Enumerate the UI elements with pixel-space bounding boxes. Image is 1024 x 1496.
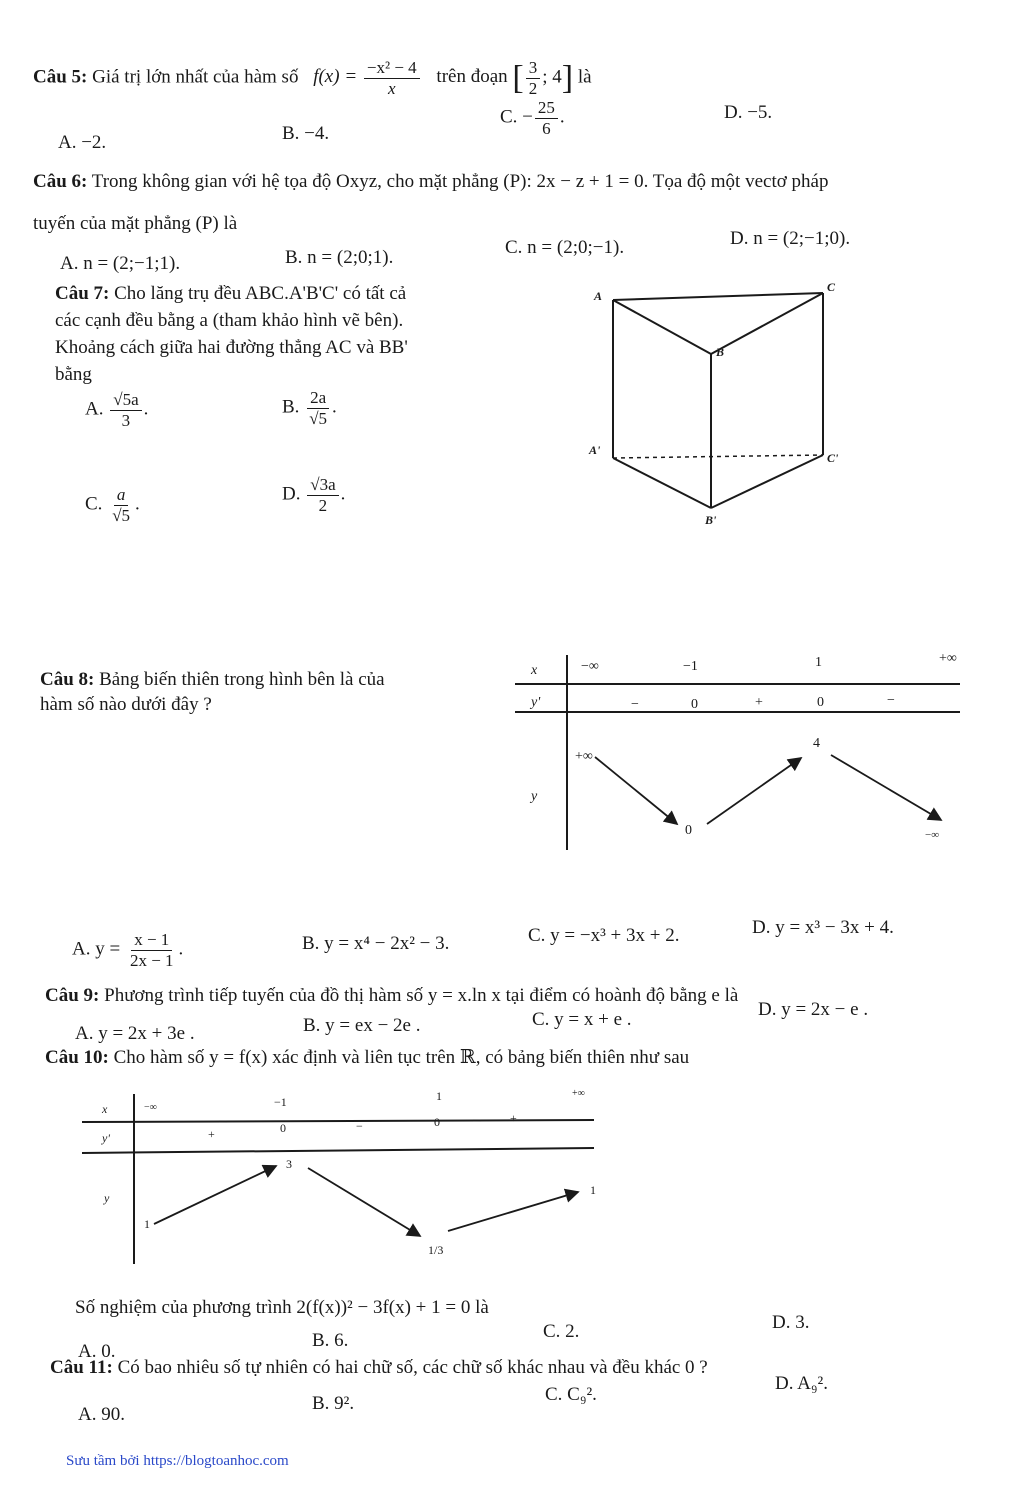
q5-text3: là <box>577 66 592 88</box>
q7-d-num: √3a <box>307 475 338 496</box>
q7-c-den: √5 <box>112 505 131 525</box>
q8-yp-label: y' <box>531 695 541 710</box>
q7-d-fraction <box>307 475 338 515</box>
prism-label-b: B <box>716 345 725 359</box>
q8-y-value-1: +∞ <box>575 749 593 764</box>
q9-option-c: C. y = x + e . <box>532 1009 632 1030</box>
prism-label-a: A <box>594 289 603 303</box>
prism-label-b1: B' <box>705 513 717 527</box>
q10-y-label: y <box>104 1191 110 1205</box>
q9-option-a: A. y = 2x + 3e . <box>75 1023 195 1044</box>
q10-question: Số nghiệm của phương trình 2(f(x))² − 3f(x) + 1 = 0 là <box>75 1297 489 1318</box>
q7-stem-line4: bằng <box>55 364 92 385</box>
q8-a-num: x − 1 <box>131 930 172 951</box>
q6-stem-line1 <box>33 172 828 193</box>
q10-label: Câu 10: <box>45 1047 109 1068</box>
q11-option-b: B. 9². <box>312 1393 355 1414</box>
q8-a-prefix: A. y = <box>72 938 121 960</box>
q7-a-prefix: A. <box>85 398 104 420</box>
q10-text: Cho hàm số y = f(x) xác định và liên tục trên ℝ, có bảng biến thiên như sau <box>113 1047 690 1068</box>
q8-x-value-3: 1 <box>815 655 822 670</box>
q5-text2: trên đoạn <box>436 66 508 88</box>
q5-stem <box>33 58 592 98</box>
q8-a-fraction <box>127 930 177 970</box>
q7-c-prefix: C. <box>85 493 103 515</box>
q5-bracket-left: [ <box>512 59 524 97</box>
q8-option-d: D. y = x³ − 3x + 4. <box>752 917 894 938</box>
q5-c-fraction <box>535 98 558 138</box>
q10-hline-2 <box>82 1148 594 1153</box>
q7-c-fraction <box>109 485 133 525</box>
q8-yp-sign-5: − <box>887 693 895 708</box>
q7-option-c: C. $\frac{a}{√5}$ . <box>85 485 140 525</box>
q7-c-num: a <box>114 485 129 506</box>
q7-b-fraction <box>306 388 330 428</box>
q8-variation-table <box>515 650 965 855</box>
q8-yp-sign-4: 0 <box>817 695 824 710</box>
q7-label: Câu 7: <box>55 283 110 304</box>
q8-option-c: C. y = −x³ + 3x + 2. <box>528 925 680 946</box>
prism-label-c: C <box>827 280 836 294</box>
q10-yp-sign-2: 0 <box>280 1121 286 1135</box>
q7-option-d: D. $\frac{√3a}{2}$ . <box>282 475 346 515</box>
q8-x-value-2: −1 <box>683 659 698 674</box>
q8-arrow-up <box>707 758 801 824</box>
q10-arrow-up-1 <box>154 1166 276 1224</box>
q8-line1: Bảng biến thiên trong hình bên là của <box>99 669 385 690</box>
q5-c-prefix: C. − <box>500 106 533 128</box>
q6-text-line1: Trong không gian với hệ tọa độ Oxyz, cho mặt phẳng (P): 2x − z + 1 = 0. Tọa độ một vectơ pháp <box>91 171 829 192</box>
q6-option-c: C. n = (2;0;−1). <box>505 237 625 258</box>
q8-arrow-down-2 <box>831 755 941 820</box>
q5-func-den: x <box>388 78 396 98</box>
q5-func-num: −x² − 4 <box>364 58 420 79</box>
q6-stem-line2: tuyến của mặt phẳng (P) là <box>33 213 238 234</box>
q7-b-prefix: B. <box>282 396 300 418</box>
q10-y-value-4: 1 <box>590 1183 596 1197</box>
q7-stem-line1 <box>55 284 406 305</box>
q10-yp-sign-4: 0 <box>434 1115 440 1129</box>
q8-option-b: B. y = x⁴ − 2x² − 3. <box>302 933 450 954</box>
q8-arrow-down-1 <box>595 757 677 824</box>
q8-a-den: 2x − 1 <box>129 950 174 970</box>
q7-b-num: 2a <box>307 388 329 409</box>
q5-c-suffix: . <box>559 106 565 128</box>
q5-interval-right: ; 4 <box>542 66 562 88</box>
q10-option-b: B. 6. <box>312 1330 349 1351</box>
q7-line1: Cho lăng trụ đều ABC.A'B'C' có tất cả <box>114 283 407 304</box>
q10-arrow-up-2 <box>448 1192 578 1231</box>
q5-bracket-right: ] <box>561 59 574 97</box>
edge-a1c1-hidden <box>613 455 823 458</box>
q5-func-lhs: f(x) = <box>313 66 358 88</box>
q8-stem-line2: hàm số nào dưới đây ? <box>40 694 212 715</box>
q8-yp-sign-3: + <box>755 695 763 710</box>
q8-label: Câu 8: <box>40 669 95 690</box>
edge-bc <box>711 293 823 354</box>
edge-ac <box>613 293 823 300</box>
q5-text: Giá trị lớn nhất của hàm số <box>92 66 299 88</box>
q8-stem-line1 <box>40 670 385 691</box>
q10-option-a: A. 0. <box>78 1341 116 1362</box>
q11-option-d: D. A₉². <box>775 1373 828 1394</box>
q5-interval-fraction <box>526 58 541 98</box>
q7-option-b: B. $\frac{2a}{√5}$ . <box>282 388 337 428</box>
q8-option-a: A. y = $\frac{x - 1}{2x - 1}$ . <box>72 930 184 970</box>
q10-variation-table <box>82 1086 602 1266</box>
footer-source-link[interactable]: Sưu tầm bởi https://blogtoanhoc.com <box>66 1453 289 1469</box>
q10-y-value-3: 1/3 <box>428 1243 444 1257</box>
q9-label: Câu 9: <box>45 985 100 1006</box>
q11-stem <box>50 1358 708 1379</box>
q10-option-c: C. 2. <box>543 1321 580 1342</box>
q5-option-c <box>500 98 565 138</box>
q8-y-label: y <box>531 789 538 804</box>
q11-label: Câu 11: <box>50 1357 113 1378</box>
q6-option-d: D. n = (2;−1;0). <box>730 228 851 249</box>
q10-hline-1 <box>82 1120 594 1122</box>
q5-c-num: 25 <box>535 98 558 119</box>
q5-interval-num: 3 <box>526 58 541 79</box>
q10-yp-sign-3: − <box>356 1119 363 1133</box>
q8-yp-sign-2: 0 <box>691 697 698 712</box>
q11-text: Có bao nhiêu số tự nhiên có hai chữ số, các chữ số khác nhau và đều khác 0 ? <box>117 1357 708 1378</box>
q10-x-value-2: −1 <box>274 1095 287 1109</box>
q8-x-label: x <box>531 663 538 678</box>
prism-label-c1: C' <box>827 451 839 465</box>
q8-y-value-3: 4 <box>813 736 820 751</box>
q5-option-d: D. −5. <box>724 102 773 123</box>
q5-func-fraction <box>364 58 420 98</box>
q6-label: Câu 6: <box>33 171 88 192</box>
edge-a1b1 <box>613 458 711 508</box>
q11-option-a: A. 90. <box>78 1404 125 1425</box>
q7-a-den: 3 <box>121 410 131 430</box>
q10-stem <box>45 1048 689 1069</box>
q7-a-fraction <box>110 390 141 430</box>
q7-stem-line2: các cạnh đều bằng a (tham khảo hình vẽ bên). <box>55 310 404 331</box>
q7-option-a: A. $\frac{√5a}{3}$ . <box>85 390 149 430</box>
q5-option-a: A. −2. <box>58 132 107 153</box>
q8-yp-sign-1: − <box>631 697 639 712</box>
q7-d-prefix: D. <box>282 483 301 505</box>
q10-yp-label: y' <box>102 1131 110 1145</box>
q10-x-value-4: +∞ <box>572 1088 585 1099</box>
q10-y-value-2: 3 <box>286 1157 292 1171</box>
q5-label: Câu 5: <box>33 66 88 88</box>
q9-option-d: D. y = 2x − e . <box>758 999 869 1020</box>
q10-x-value-3: 1 <box>436 1089 442 1103</box>
q6-option-a: A. n = (2;−1;1). <box>60 253 181 274</box>
q10-option-d: D. 3. <box>772 1312 810 1333</box>
q7-d-den: 2 <box>318 495 328 515</box>
q9-stem <box>45 986 738 1007</box>
q7-b-den: √5 <box>309 408 328 428</box>
q5-option-b: B. −4. <box>282 123 330 144</box>
q10-x-label: x <box>102 1102 108 1116</box>
q10-y-value-1: 1 <box>144 1217 150 1231</box>
q6-option-b: B. n = (2;0;1). <box>285 247 394 268</box>
q10-arrow-down <box>308 1168 420 1236</box>
q11-option-c: C. C₉². <box>545 1384 597 1405</box>
edge-ab <box>613 300 711 354</box>
q5-c-den: 6 <box>542 118 551 138</box>
prism-label-a1: A' <box>589 443 601 457</box>
q10-yp-sign-5: + <box>510 1111 517 1125</box>
q9-option-b: B. y = ex − 2e . <box>303 1015 421 1036</box>
q5-interval-den: 2 <box>528 78 538 98</box>
prism-figure <box>585 278 855 538</box>
q8-y-value-2: 0 <box>685 823 692 838</box>
q10-x-value-1: −∞ <box>144 1102 157 1113</box>
q8-x-value-1: −∞ <box>581 659 599 674</box>
q10-yp-sign-1: + <box>208 1127 215 1141</box>
q8-x-value-4: +∞ <box>939 651 957 666</box>
q7-stem-line3: Khoảng cách giữa hai đường thẳng AC và BB' <box>55 337 408 358</box>
q7-a-num: √5a <box>110 390 141 411</box>
q9-text: Phương trình tiếp tuyến của đồ thị hàm số y = x.ln x tại điểm có hoành độ bằng e là <box>104 985 739 1006</box>
edge-b1c1 <box>711 455 823 508</box>
q8-y-value-4: −∞ <box>925 829 940 841</box>
